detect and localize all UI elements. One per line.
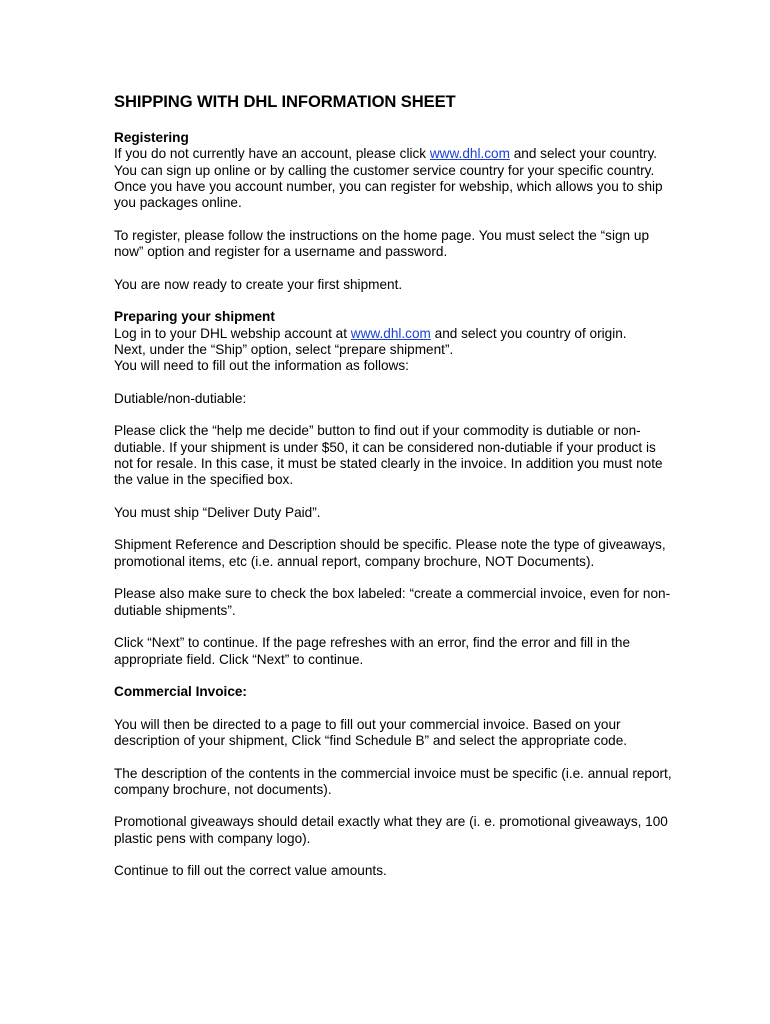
dutiable-label: Dutiable/non-dutiable: bbox=[114, 390, 247, 406]
registering-p1-before: If you do not currently have an account, please click bbox=[114, 146, 430, 162]
help-me-decide-paragraph: Please click the “help me decide” button to find out if your commodity is dutiable or non-dutiable. If your shipment is under $50, it can be considered non-dutiable if your product is not for resale. In this case, it must be stated clearly in the invoice. In addition you must note the value in the specified box. bbox=[114, 423, 663, 488]
commercial-p2: The description of the contents in the commercial invoice must be specific (i.e. annual report, company brochure, not documents). bbox=[114, 765, 672, 797]
preparing-line1-before: Log in to your DHL webship account at bbox=[114, 325, 351, 341]
commercial-p1: You will then be directed to a page to fill out your commercial invoice. Based on your description of your shipment, Click “find Schedule B” and select the appropriate code. bbox=[114, 716, 628, 748]
commercial-invoice-checkbox-paragraph: Please also make sure to check the box labeled: “create a commercial invoice, even for non-dutiable shipments”. bbox=[114, 586, 671, 618]
preparing-line1-after: and select you country of origin. bbox=[430, 325, 627, 341]
document-page bbox=[114, 92, 674, 896]
dhl-link-1[interactable]: www.dhl.com bbox=[429, 146, 510, 162]
registering-heading: Registering bbox=[114, 130, 189, 145]
preparing-section-intro bbox=[114, 309, 674, 374]
shipment-reference-paragraph: Shipment Reference and Description should be specific. Please note the type of giveaways, promotional items, etc (i.e. annual report, company brochure, NOT Documents). bbox=[114, 537, 666, 569]
registering-section-intro bbox=[114, 130, 674, 211]
registering-p1-after: and select your country. You can sign up online or by calling the customer service country for your specific country. Once you have you account number, you can register for webship, which allows you to ship you packages online. bbox=[114, 146, 663, 211]
page-title: SHIPPING WITH DHL INFORMATION SHEET bbox=[114, 92, 456, 111]
commercial-p3: Promotional giveaways should detail exactly what they are (i. e. promotional giveaways, 100 plastic pens with company logo). bbox=[114, 814, 668, 846]
registering-p2: To register, please follow the instructions on the home page. You must select the “sign up now” option and register for a username and password. bbox=[114, 227, 650, 260]
preparing-line3: You will need to fill out the information as follows: bbox=[114, 358, 409, 374]
deliver-duty-paid-paragraph: You must ship “Deliver Duty Paid”. bbox=[114, 504, 321, 520]
registering-p3: You are now ready to create your first shipment. bbox=[114, 276, 403, 292]
commercial-heading-text: Commercial Invoice: bbox=[114, 684, 247, 700]
preparing-heading: Preparing your shipment bbox=[114, 309, 275, 325]
commercial-p4: Continue to fill out the correct value amounts. bbox=[114, 863, 387, 879]
preparing-line2: Next, under the “Ship” option, select “prepare shipment”. bbox=[114, 341, 454, 357]
commercial-invoice-heading bbox=[114, 684, 674, 700]
click-next-paragraph: Click “Next” to continue. If the page refreshes with an error, find the error and fill in the appropriate field. Click “Next” to continue. bbox=[114, 635, 631, 667]
dhl-link-2[interactable]: www.dhl.com bbox=[350, 325, 431, 341]
